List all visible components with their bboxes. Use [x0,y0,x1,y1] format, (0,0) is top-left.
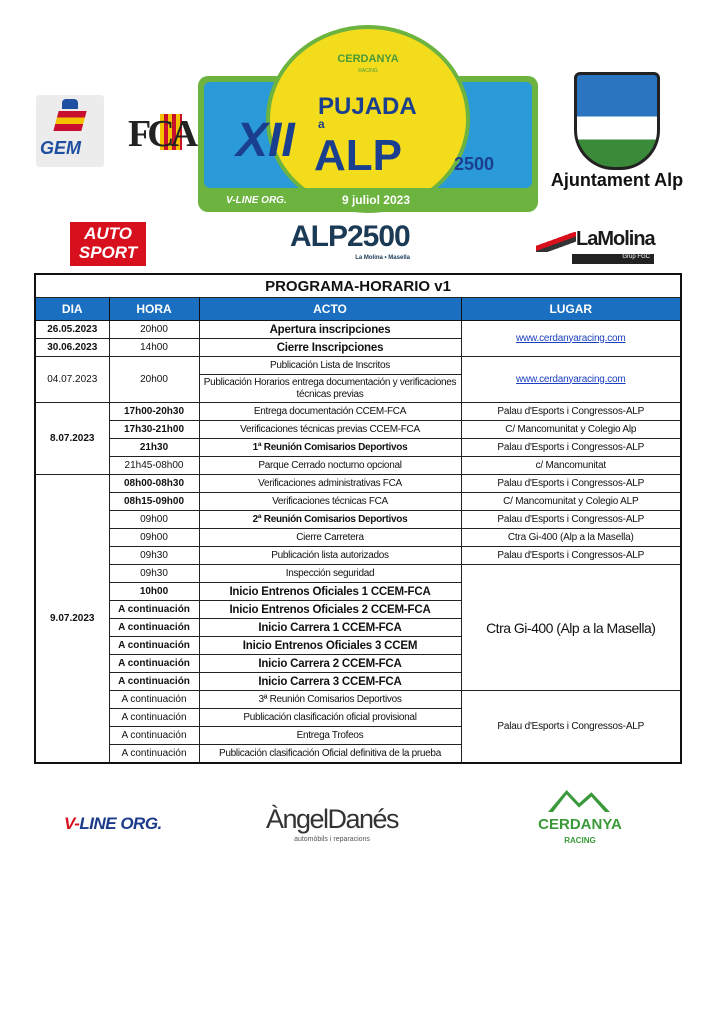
lamolina-sub: Grup FGC [572,254,654,264]
cell-acto: Publicación lista autorizados [199,547,461,565]
cell-hora: A continuación [109,637,199,655]
cell-lugar [461,321,681,357]
cell-lugar: C/ Mancomunitat y Colegio ALP [461,493,681,511]
cell-acto: Inicio Entrenos Oficiales 3 CCEM [199,637,461,655]
angel-danes-logo [252,804,412,844]
cell-hora: 20h00 [109,321,199,339]
cerdanya-sub: RACING [564,836,596,845]
table-row [35,493,681,511]
vline-a: V- [64,814,80,833]
cell-lugar: Palau d'Esports i Congressos-ALP [461,547,681,565]
cerdanya-racing-logo [534,788,626,868]
rally-logo-top: CERDANYA [337,53,399,65]
cell-acto: Apertura inscripciones [199,321,461,339]
cell-hora: 09h30 [109,565,199,583]
cell-acto: Verificaciones técnicas FCA [199,493,461,511]
cell-dia: 30.06.2023 [35,339,109,357]
cell-hora: 20h00 [109,357,199,403]
cell-hora: A continuación [109,691,199,709]
cell-lugar: Palau d'Esports i Congressos-ALP [461,691,681,764]
alp2500-sub: La Molina • Masella [355,255,410,261]
cell-acto: Inicio Carrera 2 CCEM-FCA [199,655,461,673]
pujada-alp-logo [196,24,540,214]
cell-hora: A continuación [109,745,199,764]
cell-dia: 9.07.2023 [35,475,109,764]
website-link[interactable]: www.cerdanyaracing.com [516,373,626,385]
table-row [35,321,681,339]
cell-lugar [461,357,681,403]
cell-acto: Publicación clasificación Oficial definitiva de la prueba [199,745,461,764]
cell-acto: 2ª Reunión Comisarios Deportivos [199,511,461,529]
vline-b: LINE ORG. [79,814,162,833]
cell-hora: A continuación [109,601,199,619]
lamolina-name: LaMolina [576,228,655,250]
cell-hora: A continuación [109,709,199,727]
fca-text: FCA [128,113,195,155]
cell-hora: 09h00 [109,529,199,547]
cell-acto: Inicio Entrenos Oficiales 1 CCEM-FCA [199,583,461,601]
rally-edition: XII [236,114,295,167]
cell-acto: Entrega Trofeos [199,727,461,745]
cell-acto: Publicación clasificación oficial provisional [199,709,461,727]
cell-acto: Inicio Carrera 3 CCEM-FCA [199,673,461,691]
cell-acto: Publicación Horarios entrega documentación y verificaciones técnicas previas [199,375,461,403]
cell-hora: 17h00-20h30 [109,403,199,421]
cell-lugar: Palau d'Esports i Congressos-ALP [461,511,681,529]
cell-acto: Cierre Inscripciones [199,339,461,357]
cell-hora: 08h00-08h30 [109,475,199,493]
rally-title3: 2500 [454,154,495,174]
angel-name: ÀngelDanés [265,804,399,834]
cell-lugar: Palau d'Esports i Congressos-ALP [461,439,681,457]
cerdanya-name: CERDANYA [538,816,622,833]
cell-acto: Verificaciones administrativas FCA [199,475,461,493]
cell-acto: Inicio Carrera 1 CCEM-FCA [199,619,461,637]
cell-acto: Publicación Lista de Inscritos [199,357,461,375]
table-row [35,475,681,493]
cell-acto: 1ª Reunión Comisarios Deportivos [199,439,461,457]
cell-acto: Cierre Carretera [199,529,461,547]
cell-hora: 08h15-09h00 [109,493,199,511]
table-row [35,547,681,565]
alp2500-logo [290,220,410,268]
table-title: PROGRAMA-HORARIO v1 [35,274,681,298]
cell-hora: 21h30 [109,439,199,457]
cell-lugar: Palau d'Esports i Congressos-ALP [461,475,681,493]
rally-title-a: a [318,117,325,131]
cell-acto: Inspección seguridad [199,565,461,583]
ajuntament-alp-crest [574,72,660,170]
cell-hora: 09h30 [109,547,199,565]
gem-logo [36,95,104,167]
schedule-table [34,273,682,764]
rally-logo-top-sub: RACING [358,68,378,74]
header-hora: HORA [109,298,199,321]
cell-hora: 09h00 [109,511,199,529]
cell-hora: 17h30-21h00 [109,421,199,439]
table-row [35,457,681,475]
table-row [35,421,681,439]
rally-title1: PUJADA [318,93,417,120]
cell-hora: 10h00 [109,583,199,601]
vline-org-logo [64,814,162,834]
cell-dia: 26.05.2023 [35,321,109,339]
table-row [35,511,681,529]
cell-hora: 21h45-08h00 [109,457,199,475]
header-dia: DIA [35,298,109,321]
lamolina-logo [536,224,666,266]
cell-lugar: Ctra Gi-400 (Alp a la Masella) [461,529,681,547]
cell-lugar: c/ Mancomunitat [461,457,681,475]
rally-sponsor: V-LINE ORG. [226,195,287,206]
cell-acto: 3ª Reunión Comisarios Deportivos [199,691,461,709]
cell-dia: 8.07.2023 [35,403,109,475]
cell-lugar: C/ Mancomunitat y Colegio Alp [461,421,681,439]
cell-acto: Entrega documentación CCEM-FCA [199,403,461,421]
autosport-logo [70,222,146,266]
autosport-line1: AUTO [84,224,132,243]
cell-dia: 04.07.2023 [35,357,109,403]
cell-hora: A continuación [109,673,199,691]
gem-text: GEM [40,138,82,158]
cell-acto: Inicio Entrenos Oficiales 2 CCEM-FCA [199,601,461,619]
table-row [35,439,681,457]
header-lugar: LUGAR [461,298,681,321]
table-row [35,357,681,375]
alp2500-name: ALP2500 [290,220,410,253]
cell-lugar: Palau d'Esports i Congressos-ALP [461,403,681,421]
cell-hora: A continuación [109,619,199,637]
table-row [35,691,681,709]
rally-title2: ALP [314,131,402,180]
table-row [35,529,681,547]
table-row [35,565,681,583]
website-link[interactable]: www.cerdanyaracing.com [516,332,626,344]
angel-sub: automòbils i reparacions [294,836,370,843]
cell-hora: A continuación [109,655,199,673]
cell-acto: Verificaciones técnicas previas CCEM-FCA [199,421,461,439]
ajuntament-alp-name: Ajuntament Alp [550,170,684,190]
fca-logo [120,100,195,164]
rally-date: 9 juliol 2023 [341,193,411,207]
cell-lugar: Ctra Gi-400 (Alp a la Masella) [461,565,681,691]
autosport-line2: SPORT [78,243,138,262]
cell-acto: Parque Cerrado nocturno opcional [199,457,461,475]
cell-hora: A continuación [109,727,199,745]
table-row [35,403,681,421]
cell-hora: 14h00 [109,339,199,357]
header-acto: ACTO [199,298,461,321]
